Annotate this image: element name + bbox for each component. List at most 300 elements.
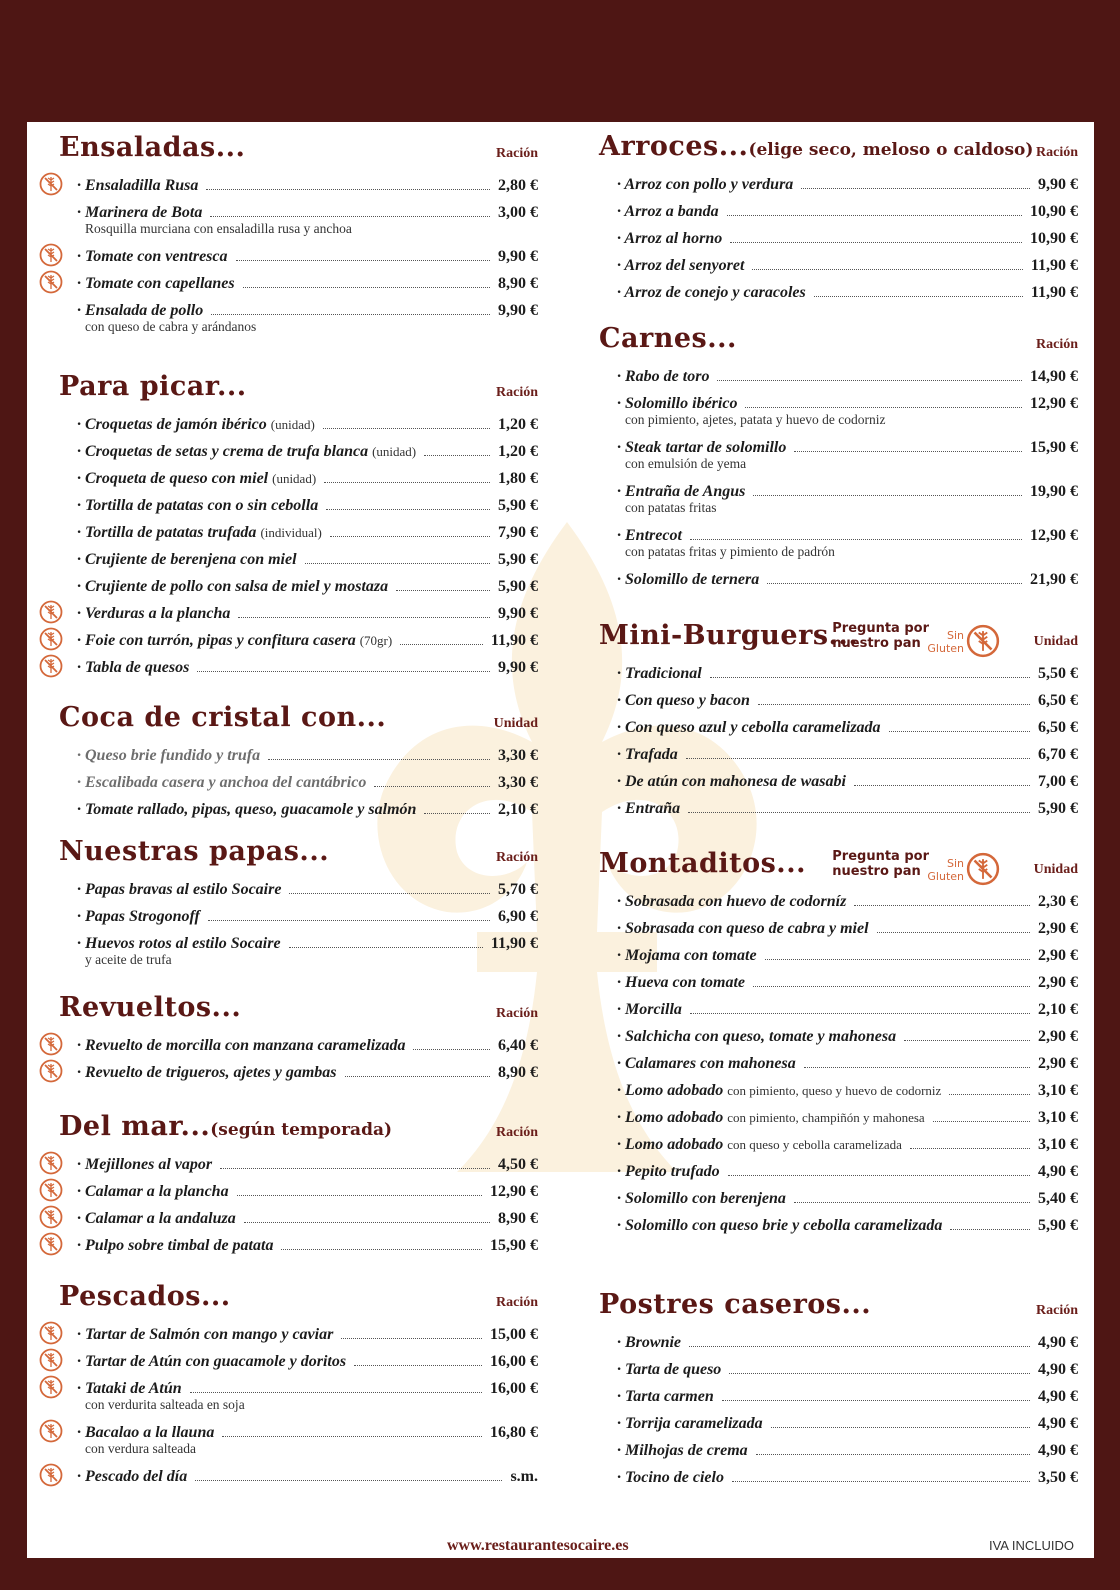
section-header: [567, 1285, 1094, 1325]
menu-item-line: [77, 899, 538, 926]
dot-leader: [220, 1168, 490, 1169]
menu-item-price: 8,90 €: [498, 1210, 538, 1227]
menu-item-price: 1,20 €: [498, 443, 538, 460]
menu-item-line: [617, 474, 1078, 501]
dot-leader: [236, 260, 491, 261]
dot-leader: [717, 380, 1022, 381]
menu-item-line: [77, 1147, 538, 1174]
dot-leader: [801, 188, 1030, 189]
dot-leader: [814, 296, 1023, 297]
menu-item: [27, 1344, 554, 1371]
menu-item-line: [77, 596, 538, 623]
menu-item-name: · Revuelto de trigueros, ajetes y gambas: [77, 1064, 337, 1081]
menu-item: [567, 1433, 1094, 1460]
menu-item-price: 11,90 €: [1030, 284, 1078, 301]
menu-item-line: [617, 221, 1078, 248]
menu-item-name-text: Brownie: [625, 1334, 682, 1351]
section-header: [567, 844, 1094, 884]
menu-item-line: [77, 1371, 538, 1398]
menu-item-name-text: Queso brie fundido y trufa: [85, 747, 261, 764]
section-subtitle: (elige seco, meloso o caldoso): [748, 140, 1034, 160]
menu-item-name-text: Solomillo con queso brie y cebolla caramelizada: [625, 1217, 943, 1234]
dot-leader: [933, 1121, 1030, 1122]
menu-item-line: [617, 1208, 1078, 1235]
menu-item-name-text: Rabo de toro: [625, 368, 710, 385]
section-subtitle: (según temporada): [210, 1120, 393, 1140]
menu-item: [567, 430, 1094, 474]
section-title-text: Del mar...: [59, 1111, 211, 1142]
dot-leader: [727, 215, 1022, 216]
menu-item: [27, 488, 554, 515]
menu-item-description: con emulsión de yema: [625, 456, 747, 471]
section-header: [567, 319, 1094, 359]
menu-item-name: · Milhojas de crema: [617, 1442, 748, 1459]
section-unit: Ración: [1036, 1303, 1078, 1318]
menu-item-line: [617, 386, 1078, 413]
section-unit: Ración: [1036, 145, 1078, 160]
section-ensaladas: [27, 128, 554, 337]
menu-item-price: s.m.: [510, 1468, 538, 1485]
menu-item-line: [77, 515, 538, 542]
dot-leader: [244, 1222, 490, 1223]
menu-item-name-text: Tataki de Atún: [85, 1380, 182, 1397]
menu-item: [27, 239, 554, 266]
menu-item-price: 5,50 €: [1038, 665, 1078, 682]
dot-leader: [237, 1195, 482, 1196]
menu-item-line: [77, 1174, 538, 1201]
menu-item: [567, 1406, 1094, 1433]
menu-item: [567, 1100, 1094, 1127]
dot-leader: [688, 812, 1030, 813]
menu-item-line: [617, 656, 1078, 683]
menu-item-price: 2,80 €: [498, 177, 538, 194]
dot-leader: [730, 242, 1022, 243]
menu-item: [567, 194, 1094, 221]
section-title: [599, 848, 806, 879]
dot-leader: [877, 932, 1030, 933]
menu-item-description: con patatas fritas y pimiento de padrón: [625, 544, 835, 559]
menu-item-price: 2,90 €: [1038, 974, 1078, 991]
menu-item-price: 2,90 €: [1038, 1055, 1078, 1072]
menu-item-name-text: Con queso y bacon: [625, 692, 750, 709]
menu-item-line: [617, 791, 1078, 818]
dot-leader: [686, 758, 1030, 759]
menu-item-name-text: Lomo adobado: [625, 1109, 724, 1126]
menu-item: [27, 1415, 554, 1459]
section-unit: Ración: [1036, 337, 1078, 352]
menu-item-price: 19,90 €: [1030, 483, 1078, 500]
gluten-free-icon: [39, 1151, 63, 1175]
menu-item-line: [617, 710, 1078, 737]
menu-item-name: · Arroz con pollo y verdura: [617, 176, 794, 193]
menu-item-name-text: Mejillones al vapor: [85, 1156, 213, 1173]
menu-item-name: · Crujiente de berenjena con miel: [77, 551, 297, 568]
menu-item-price: 4,90 €: [1038, 1442, 1078, 1459]
menu-item-name: · Tarta de queso: [617, 1361, 722, 1378]
menu-item: [567, 167, 1094, 194]
menu-item: [27, 195, 554, 239]
menu-item: [567, 474, 1094, 518]
menu-item-name-text: Entraña de Angus: [625, 483, 746, 500]
menu-item-name-text: Arroz a banda: [624, 203, 719, 220]
dot-leader: [689, 1346, 1030, 1347]
dot-leader: [330, 536, 490, 537]
gluten-free-icon: [39, 172, 63, 196]
menu-item-price: 4,90 €: [1038, 1163, 1078, 1180]
menu-item-name-text: Escalibada casera y anchoa del cantábrico: [85, 774, 367, 791]
menu-item-price: 5,90 €: [1038, 800, 1078, 817]
dot-leader: [690, 539, 1022, 540]
menu-item-name: · Solomillo con berenjena: [617, 1190, 786, 1207]
menu-item-line: [77, 765, 538, 792]
section-unit: Unidad: [493, 716, 538, 731]
menu-item-description: con queso de cabra y arándanos: [85, 319, 257, 334]
menu-item-price: 15,00 €: [490, 1326, 538, 1343]
menu-item: [567, 1460, 1094, 1487]
menu-item-name: · Arroz a banda: [617, 203, 719, 220]
menu-item-price: 9,90 €: [498, 605, 538, 622]
section-unit: Unidad: [1033, 862, 1078, 877]
sin-label: Sin: [946, 629, 964, 642]
menu-item-price: 3,50 €: [1038, 1469, 1078, 1486]
menu-item-line: [617, 1181, 1078, 1208]
menu-item-line: [77, 738, 538, 765]
menu-item-line: [77, 1201, 538, 1228]
menu-item-name: · Solomillo ibérico: [617, 395, 738, 412]
menu-item: [567, 1019, 1094, 1046]
sin-label: Sin: [946, 857, 964, 870]
menu-item-name: · Pescado del día: [77, 1468, 188, 1485]
menu-item-price: 9,90 €: [1038, 176, 1078, 193]
menu-item-name-text: Calamar a la plancha: [85, 1183, 229, 1200]
menu-item-price: 12,90 €: [1030, 395, 1078, 412]
menu-item-price: 8,90 €: [498, 275, 538, 292]
menu-item-price: 5,40 €: [1038, 1190, 1078, 1207]
menu-item-name: · Pulpo sobre timbal de patata: [77, 1237, 274, 1254]
dot-leader: [728, 1175, 1030, 1176]
menu-item-name-text: Milhojas de crema: [625, 1442, 748, 1459]
menu-item-line: [617, 1352, 1078, 1379]
menu-item-price: 3,10 €: [1038, 1136, 1078, 1153]
menu-item: [27, 293, 554, 337]
menu-item-line: [617, 965, 1078, 992]
menu-item-name: · Arroz de conejo y caracoles: [617, 284, 806, 301]
menu-item-price: 12,90 €: [490, 1183, 538, 1200]
menu-item-description: y aceite de trufa: [85, 952, 172, 967]
menu-item-price: 2,90 €: [1038, 1028, 1078, 1045]
dot-leader: [424, 455, 490, 456]
menu-item-price: 4,90 €: [1038, 1334, 1078, 1351]
gluten-free-icon: [39, 654, 63, 678]
menu-item-note: (individual): [260, 525, 322, 540]
section-header: [27, 698, 554, 738]
menu-item-line: [617, 938, 1078, 965]
dot-leader: [341, 1338, 482, 1339]
menu-item-name-text: Entrecot: [625, 527, 682, 544]
menu-item-name-text: Croquetas de setas y crema de trufa blanca: [85, 443, 369, 460]
menu-item: [567, 656, 1094, 683]
menu-item-price: 2,90 €: [1038, 920, 1078, 937]
section-title: [599, 131, 1033, 162]
menu-item: [567, 737, 1094, 764]
menu-item-line: [617, 737, 1078, 764]
menu-item-name-text: Ensaladilla Rusa: [85, 177, 199, 194]
menu-item: [567, 791, 1094, 818]
section-mini-burguers: [567, 616, 1094, 818]
menu-item: [567, 992, 1094, 1019]
menu-item-line: [77, 872, 538, 899]
website-link[interactable]: www.restaurantesocaire.es: [447, 1537, 629, 1554]
menu-item-name-text: Trafada: [625, 746, 678, 763]
menu-item-name-text: Solomillo con berenjena: [625, 1190, 786, 1207]
gluten-free-icon: [39, 1375, 63, 1399]
menu-item-price: 5,90 €: [498, 578, 538, 595]
menu-item-name: · Steak tartar de solomillo: [617, 439, 787, 456]
menu-item: [567, 518, 1094, 562]
dot-leader: [752, 269, 1022, 270]
dot-leader: [211, 314, 490, 315]
menu-item-name-text: Foie con turrón, pipas y confitura casera: [85, 632, 356, 649]
section-carnes: [567, 319, 1094, 589]
dot-leader: [753, 495, 1022, 496]
menu-item-name: · Escalibada casera y anchoa del cantábrico: [77, 774, 367, 791]
dot-leader: [210, 216, 490, 217]
menu-item-name-text: Arroz al horno: [624, 230, 723, 247]
menu-item: [567, 562, 1094, 589]
menu-item-price: 5,70 €: [498, 881, 538, 898]
menu-item-note: (unidad): [372, 444, 417, 459]
section-title-text: Postres caseros...: [599, 1289, 872, 1320]
gluten-free-icon: [39, 627, 63, 651]
menu-item-description: con patatas fritas: [625, 500, 717, 515]
menu-item-note: con queso y cebolla caramelizada: [727, 1137, 902, 1152]
dot-leader: [889, 731, 1030, 732]
menu-item: [27, 1371, 554, 1415]
dot-leader: [765, 959, 1030, 960]
menu-item-name: · Entraña: [617, 800, 681, 817]
menu-item: [567, 1154, 1094, 1181]
dot-leader: [206, 189, 490, 190]
dot-leader: [374, 786, 490, 787]
dot-leader: [289, 947, 483, 948]
section-title-text: Arroces...: [599, 131, 749, 162]
menu-item-price: 5,90 €: [1038, 1217, 1078, 1234]
menu-item-line: [617, 1127, 1078, 1154]
section-coca: [27, 698, 554, 819]
section-title-text: Mini-Burguers...: [599, 620, 859, 651]
menu-item: [27, 623, 554, 650]
dot-leader: [324, 482, 490, 483]
menu-item-line: [617, 518, 1078, 545]
menu-item-price: 6,40 €: [498, 1037, 538, 1054]
menu-item-name: · Calamar a la plancha: [77, 1183, 229, 1200]
menu-item-price: 10,90 €: [1030, 203, 1078, 220]
menu-item-line: [617, 1019, 1078, 1046]
menu-item-price: 9,90 €: [498, 302, 538, 319]
gluten-free-icon: [966, 624, 1000, 658]
menu-item: [567, 938, 1094, 965]
dot-leader: [732, 1481, 1030, 1482]
gluten-free-icon: [39, 1205, 63, 1229]
menu-item-line: [77, 266, 538, 293]
menu-item-line: [77, 195, 538, 222]
section-title: [599, 620, 858, 651]
dot-leader: [854, 905, 1030, 906]
menu-item-price: 11,90 €: [490, 632, 538, 649]
gluten-free-icon: [39, 1032, 63, 1056]
menu-item-price: 16,00 €: [490, 1380, 538, 1397]
menu-item-line: [617, 167, 1078, 194]
menu-item-name: · Tocino de cielo: [617, 1469, 724, 1486]
menu-item-line: [617, 1433, 1078, 1460]
menu-item-price: 4,90 €: [1038, 1388, 1078, 1405]
menu-item: [27, 1201, 554, 1228]
menu-item-line: [617, 1379, 1078, 1406]
menu-item-name: · De atún con mahonesa de wasabi: [617, 773, 846, 790]
menu-item-name: · Calamar a la andaluza: [77, 1210, 236, 1227]
menu-item: [567, 1073, 1094, 1100]
dot-leader: [396, 590, 490, 591]
menu-item-price: 5,90 €: [498, 551, 538, 568]
menu-item-line: [77, 1344, 538, 1371]
dot-leader: [771, 1427, 1030, 1428]
menu-item: [567, 386, 1094, 430]
menu-item-price: 4,90 €: [1038, 1361, 1078, 1378]
menu-item: [567, 911, 1094, 938]
menu-item-name: · Brownie: [617, 1334, 682, 1351]
section-del-mar: [27, 1107, 554, 1255]
menu-item-name-text: Tartar de Atún con guacamole y doritos: [85, 1353, 347, 1370]
menu-item: [27, 569, 554, 596]
section-unit: Ración: [496, 850, 538, 865]
menu-item-price: 3,10 €: [1038, 1109, 1078, 1126]
menu-item-price: 9,90 €: [498, 248, 538, 265]
menu-item: [567, 1379, 1094, 1406]
dot-leader: [323, 428, 490, 429]
menu-item-price: 11,90 €: [490, 935, 538, 952]
menu-item-name-text: Tarta carmen: [625, 1388, 714, 1405]
menu-item-line: [77, 407, 538, 434]
menu-item-name: · Tarta carmen: [617, 1388, 714, 1405]
menu-item: [27, 765, 554, 792]
gluten-free-icon: [39, 1232, 63, 1256]
menu-item-price: 21,90 €: [1030, 571, 1078, 588]
menu-item-line: [617, 1460, 1078, 1487]
menu-item-line: [617, 1046, 1078, 1073]
menu-item-line: [77, 1055, 538, 1082]
menu-item-price: 6,50 €: [1038, 719, 1078, 736]
section-unit: Unidad: [1033, 634, 1078, 649]
menu-item-line: [77, 792, 538, 819]
section-title: [59, 1111, 392, 1142]
menu-item: [567, 1325, 1094, 1352]
section-title-text: Montaditos...: [599, 848, 807, 879]
dot-leader: [190, 1392, 482, 1393]
menu-item-name-text: Salchicha con queso, tomate y mahonesa: [625, 1028, 897, 1045]
menu-item-name: · Solomillo de ternera: [617, 571, 760, 588]
menu-item-name: · Ensalada de pollo: [77, 302, 204, 319]
menu-item-line: [617, 1073, 1078, 1100]
gluten-free-prompt-line1: Pregunta por: [832, 621, 929, 636]
section-title-text: Nuestras papas...: [59, 836, 330, 867]
menu-item-name: · Arroz del senyoret: [617, 257, 745, 274]
menu-item-name: · Mojama con tomate: [617, 947, 757, 964]
menu-item-name-text: Solomillo de ternera: [625, 571, 760, 588]
menu-item-line: [617, 275, 1078, 302]
section-arroces: [567, 127, 1094, 302]
gluten-free-label: [924, 857, 964, 883]
menu-item-name: · Salchicha con queso, tomate y mahonesa: [617, 1028, 897, 1045]
menu-item-name-text: Pulpo sobre timbal de patata: [85, 1237, 274, 1254]
dot-leader: [804, 1067, 1030, 1068]
menu-item-line: [77, 1028, 538, 1055]
section-unit: Ración: [496, 146, 538, 161]
menu-item-name: · Tataki de Atún: [77, 1380, 182, 1397]
menu-item-line: [617, 992, 1078, 1019]
menu-item: [567, 1181, 1094, 1208]
menu-item-note: (70gr): [359, 633, 393, 648]
menu-item-name: · Tortilla de patatas trufada (individual): [77, 524, 322, 541]
menu-item-line: [617, 562, 1078, 589]
menu-item-price: 5,90 €: [498, 497, 538, 514]
menu-item-price: 15,90 €: [1030, 439, 1078, 456]
menu-item-line: [77, 461, 538, 488]
menu-item-name: · Croqueta de queso con miel (unidad): [77, 470, 317, 487]
menu-item: [27, 792, 554, 819]
menu-item-name: · Queso brie fundido y trufa: [77, 747, 261, 764]
dot-leader: [268, 759, 490, 760]
menu-item-price: 6,70 €: [1038, 746, 1078, 763]
gluten-free-label: [924, 629, 964, 655]
dot-leader: [195, 1480, 502, 1481]
dot-leader: [710, 677, 1030, 678]
menu-item-line: [617, 911, 1078, 938]
menu-item-name: · Solomillo con queso brie y cebolla caramelizada: [617, 1217, 943, 1234]
menu-item: [567, 248, 1094, 275]
gluten-free-icon: [39, 1321, 63, 1345]
menu-item-name-text: Calamar a la andaluza: [85, 1210, 236, 1227]
gluten-free-icon: [39, 270, 63, 294]
menu-item-name-text: Revuelto de trigueros, ajetes y gambas: [85, 1064, 337, 1081]
menu-item-name: · Revuelto de morcilla con manzana caramelizada: [77, 1037, 406, 1054]
menu-item: [567, 884, 1094, 911]
menu-item-price: 2,30 €: [1038, 893, 1078, 910]
menu-item-price: 6,90 €: [498, 908, 538, 925]
section-title-text: Carnes...: [599, 323, 737, 354]
menu-item: [27, 461, 554, 488]
menu-item-price: 11,90 €: [1030, 257, 1078, 274]
dot-leader: [345, 1076, 490, 1077]
menu-sheet: [27, 122, 1094, 1558]
menu-item-name-text: Revuelto de morcilla con manzana caramelizada: [85, 1037, 406, 1054]
menu-item-name-text: Tradicional: [625, 665, 702, 682]
menu-item-name-text: Calamares con mahonesa: [625, 1055, 796, 1072]
dot-leader: [758, 704, 1030, 705]
section-postres: [567, 1285, 1094, 1487]
dot-leader: [222, 1436, 482, 1437]
menu-item-price: 10,90 €: [1030, 230, 1078, 247]
section-unit: Ración: [496, 1006, 538, 1021]
menu-item-name: · Ensaladilla Rusa: [77, 177, 199, 194]
menu-item-name-text: Tomate rallado, pipas, queso, guacamole y salmón: [85, 801, 417, 818]
menu-item-name-text: Croqueta de queso con miel: [85, 470, 269, 487]
menu-item: [567, 1046, 1094, 1073]
dot-leader: [949, 1094, 1030, 1095]
menu-item: [27, 266, 554, 293]
menu-item-price: 3,30 €: [498, 774, 538, 791]
menu-item-name: · Rabo de toro: [617, 368, 710, 385]
menu-item-name-text: Papas Strogonoff: [85, 908, 200, 925]
